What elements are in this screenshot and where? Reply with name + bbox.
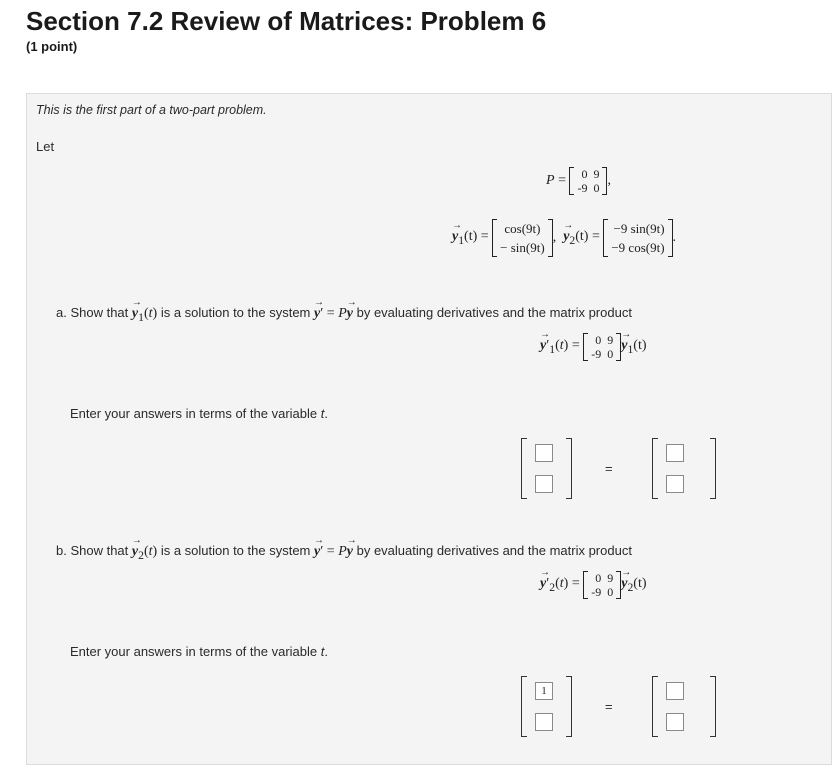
b-matrix-cell: 9 — [607, 571, 614, 585]
y2-vector — [603, 219, 672, 257]
page-title: Section 7.2 Review of Matrices: Problem 6 — [26, 6, 547, 36]
part-a-matrix — [583, 333, 621, 361]
y-definitions: → $y_1(t)$ = cos(9t) − sin(9t) , → $y_2(t)$ = −9 sin(9t) −9 cos(9t) . — [452, 220, 677, 255]
part-a-suffix: by evaluating derivatives and the matrix product — [356, 305, 632, 320]
a-right-bracket-close — [710, 438, 716, 499]
b-lhs-bottom-input[interactable] — [535, 713, 553, 731]
part-b-suffix: by evaluating derivatives and the matrix product — [356, 543, 632, 558]
y1-entry: cos(9t) — [504, 221, 541, 236]
y2-subscript: 2 — [569, 233, 576, 247]
a-lhs-top-input[interactable] — [535, 444, 553, 462]
a-equals-sign: = — [605, 461, 613, 476]
y1-args: (t) = — [464, 229, 489, 245]
part-b-middle: is a solution to the system — [160, 543, 311, 558]
y1-vector — [492, 219, 553, 257]
b-matrix-cell: -9 — [591, 585, 602, 599]
y1-entry: − sin(9t) — [500, 240, 545, 255]
p-cell: -9 — [577, 181, 588, 195]
b-equals-sign: = — [605, 699, 613, 714]
p-definition: P = 0 9 -9 0 , — [546, 167, 611, 195]
y1-subscript: 1 — [458, 233, 465, 247]
p-matrix — [569, 167, 607, 195]
a-left-bracket-open — [521, 438, 527, 499]
p-cell: 0 — [593, 181, 600, 195]
b-lhs-top-input[interactable]: 1 — [535, 682, 553, 700]
b-right-bracket-open — [652, 676, 658, 737]
b-rhs-bottom-input[interactable] — [666, 713, 684, 731]
y2-entry: −9 sin(9t) — [613, 221, 665, 236]
a-left-bracket-close — [566, 438, 572, 499]
y2-entry: −9 cos(9t) — [611, 240, 665, 255]
part-b-sub: 2 — [138, 548, 144, 562]
b-matrix-cell: 0 — [607, 585, 614, 599]
b-rhs-top-input[interactable] — [666, 682, 684, 700]
y2-args: (t) = — [575, 229, 600, 245]
a-matrix-cell: 0 — [607, 347, 614, 361]
y2-symbol: → y — [563, 220, 574, 245]
b-matrix-cell: 0 — [595, 571, 602, 585]
a-rhs-bottom-input[interactable] — [666, 475, 684, 493]
part-b-equation: → $y'_2(t)$ = 0 9 -9 0 → $y_2(t)$ — [540, 567, 647, 599]
part-b-prefix: b. Show that — [56, 543, 129, 558]
part-a-prefix: a. Show that — [56, 305, 129, 320]
a-right-bracket-open — [652, 438, 658, 499]
a-matrix-cell: 0 — [595, 333, 602, 347]
a-rhs-top-input[interactable] — [666, 444, 684, 462]
intro-text: This is the first part of a two-part problem. — [36, 103, 267, 117]
part-a-statement: a. Show that → $y_1(t)$ is a solution to the system → y′ = P → y by evaluating derivatives and the matrix product — [56, 297, 632, 324]
b-right-bracket-close — [710, 676, 716, 737]
points-label: (1 point) — [26, 39, 78, 54]
a-lhs-bottom-input[interactable] — [535, 475, 553, 493]
p-cell: 0 — [581, 167, 588, 181]
problem-panel — [26, 93, 832, 765]
b-left-bracket-close — [566, 676, 572, 737]
part-b-statement: b. Show that → $y_2(t)$ is a solution to the system → y′ = P → y by evaluating derivatives and the matrix product — [56, 535, 632, 562]
let-text: Let — [36, 139, 55, 154]
part-b-hint: Enter your answers in terms of the variable t. — [70, 644, 328, 659]
b-left-bracket-open — [521, 676, 527, 737]
y1-symbol: → y — [452, 220, 462, 245]
p-cell: 9 — [593, 167, 600, 181]
a-matrix-cell: -9 — [591, 347, 602, 361]
part-a-sub: 1 — [138, 310, 144, 324]
part-b-matrix — [583, 571, 621, 599]
part-a-hint: Enter your answers in terms of the variable t. — [70, 406, 328, 421]
part-a-middle: is a solution to the system — [160, 305, 311, 320]
a-matrix-cell: 9 — [607, 333, 614, 347]
part-a-equation: → $y'_1(t)$ = 0 9 -9 0 → $y_1(t)$ — [540, 329, 647, 361]
